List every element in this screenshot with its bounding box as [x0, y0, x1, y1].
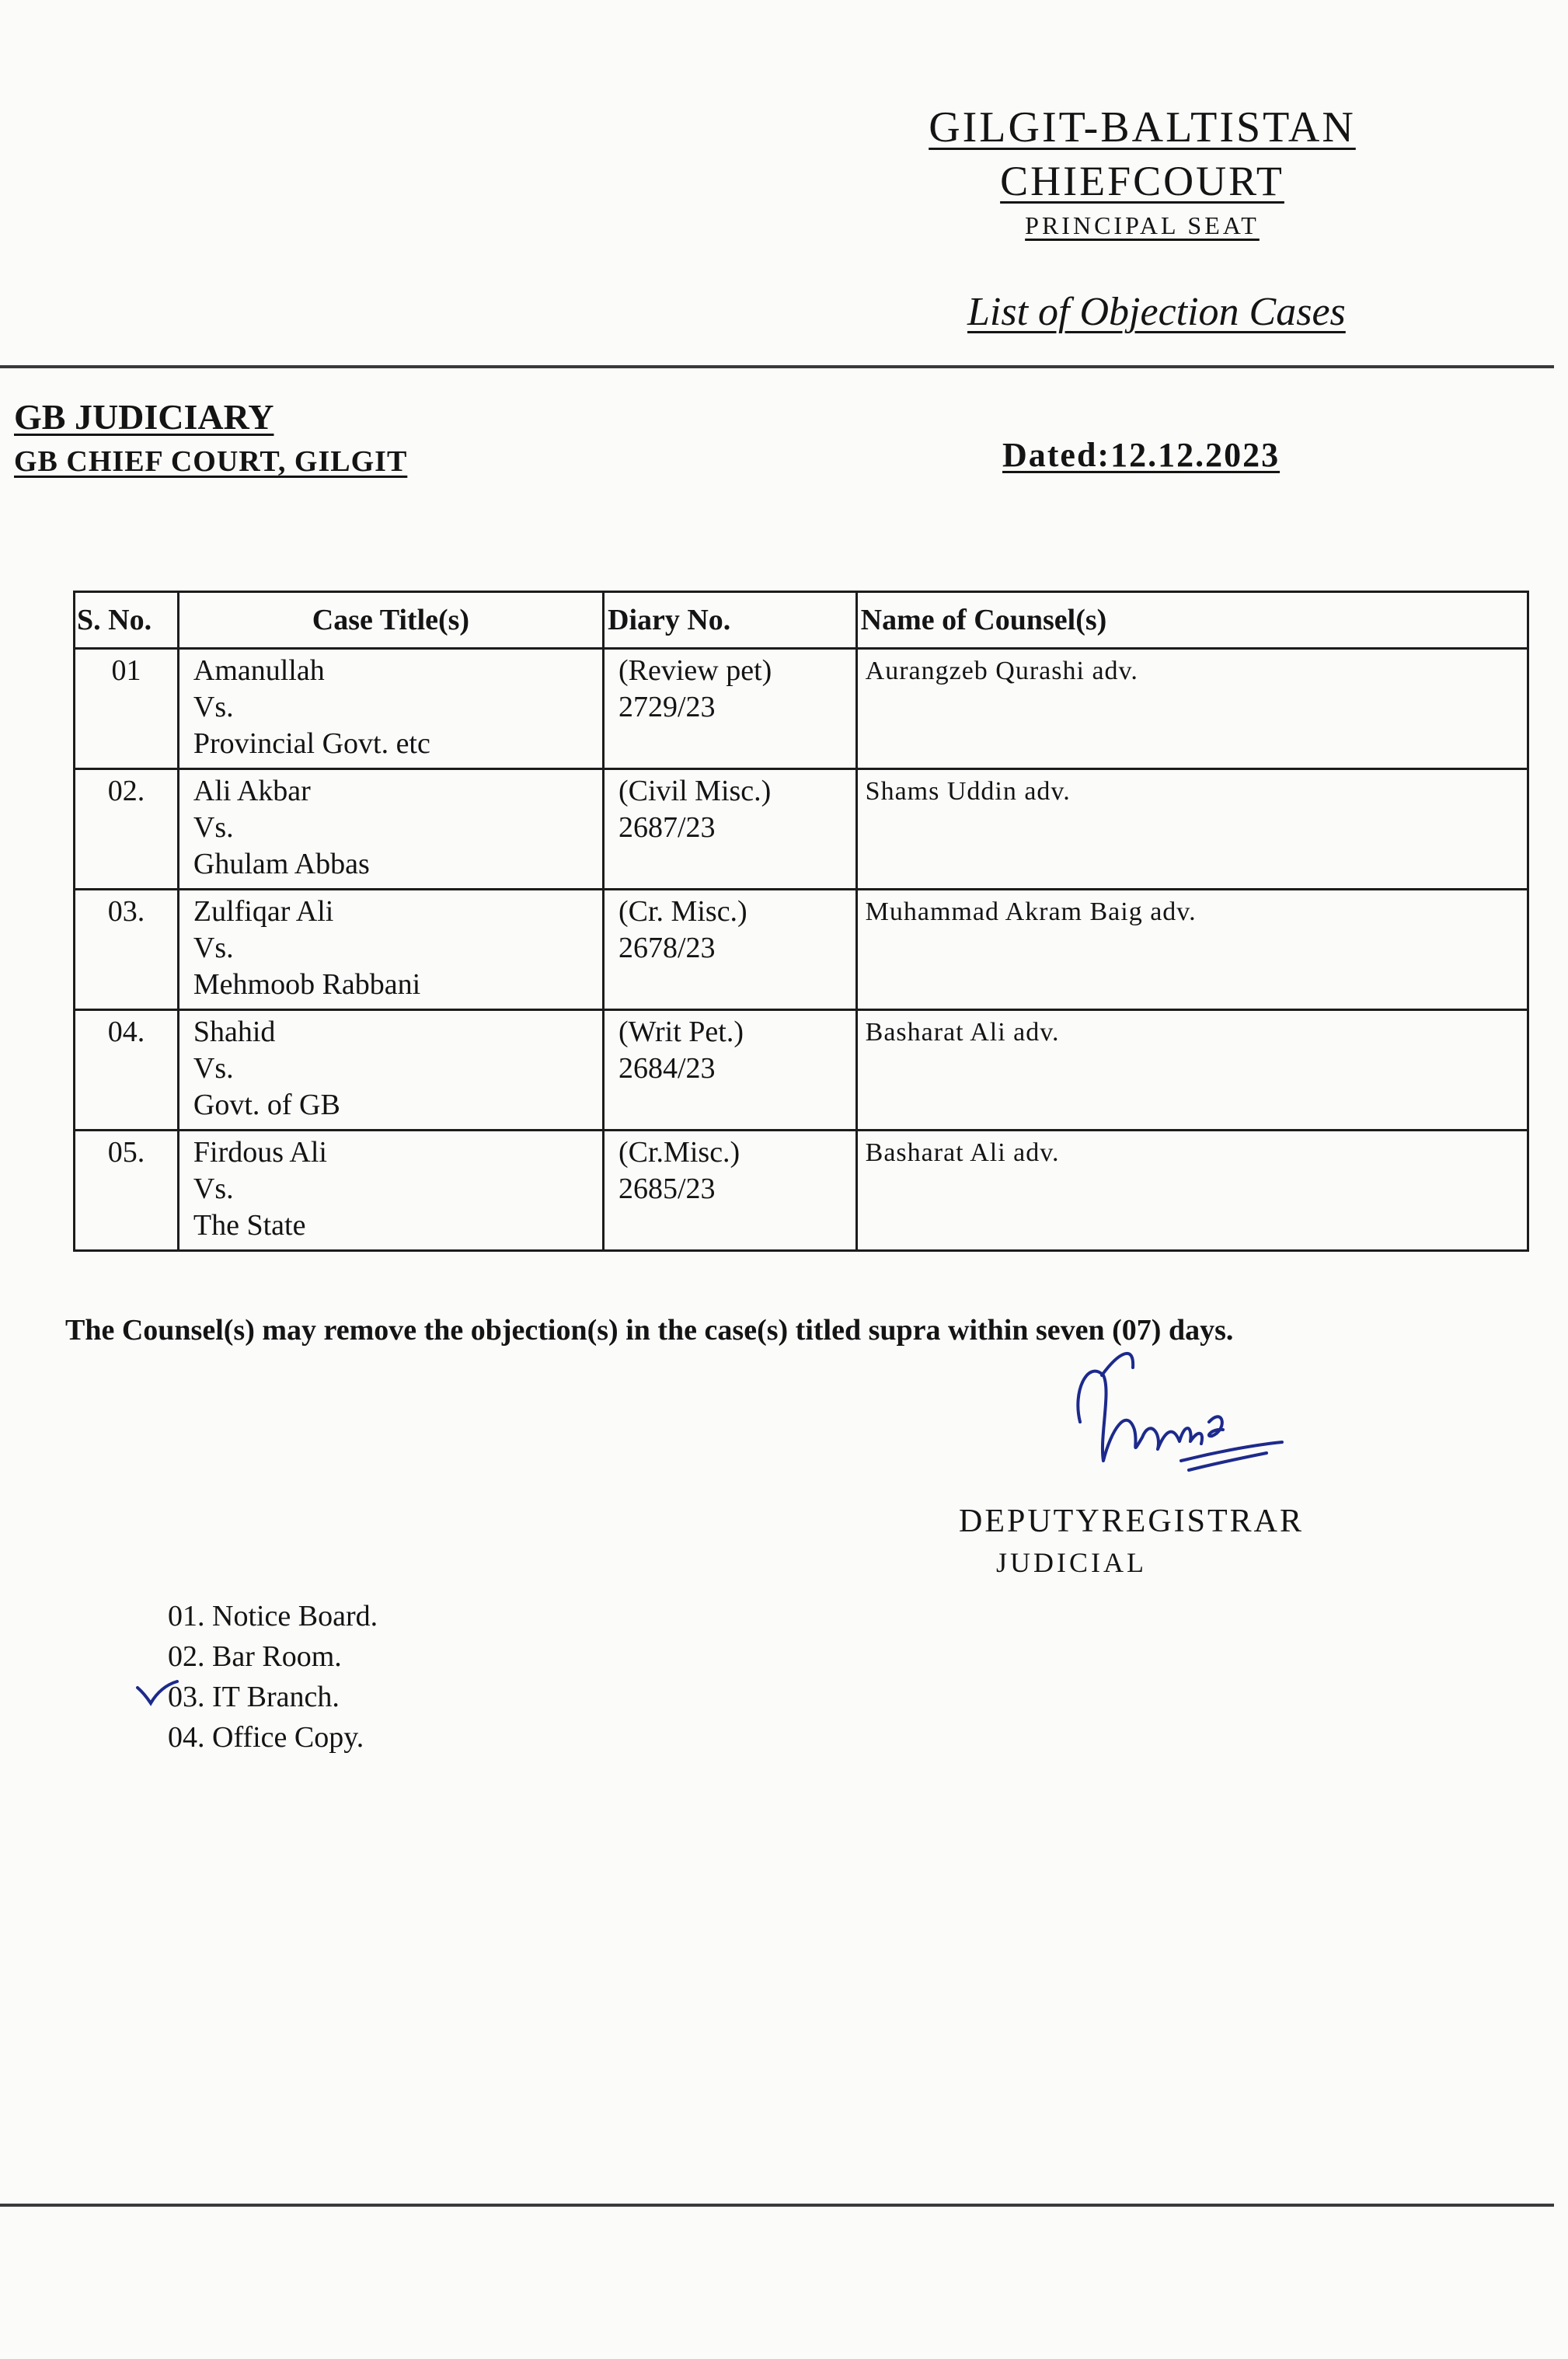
- row-sno: 01: [75, 649, 179, 769]
- signatory-department: JUDICIAL: [996, 1547, 1147, 1578]
- case-petitioner: Firdous Ali: [193, 1136, 327, 1169]
- diary-type: (Review pet): [618, 654, 772, 687]
- objection-cases-table: [73, 591, 1529, 1252]
- diary-type: (Writ Pet.): [618, 1016, 744, 1048]
- row-sno: 04.: [75, 1010, 179, 1131]
- table-row: [75, 649, 1528, 769]
- case-petitioner: Zulfiqar Ali: [193, 895, 334, 928]
- case-respondent: The State: [193, 1209, 306, 1242]
- case-respondent: Govt. of GB: [193, 1089, 340, 1121]
- case-vs: Vs.: [193, 1173, 234, 1205]
- row-diary: [604, 1131, 857, 1251]
- distribution-list: [168, 1596, 378, 1758]
- diary-number: 2729/23: [618, 691, 716, 723]
- row-case-title: [178, 769, 603, 890]
- header-case-title: Case Title(s): [178, 592, 603, 649]
- row-diary: [604, 890, 857, 1010]
- table-row: [75, 1131, 1528, 1251]
- diary-type: (Civil Misc.): [618, 775, 772, 807]
- case-vs: Vs.: [193, 691, 234, 723]
- diary-number: 2685/23: [618, 1173, 716, 1205]
- table-row: [75, 769, 1528, 890]
- list-item: 03. IT Branch.: [168, 1681, 340, 1713]
- document-title: List of Objection Cases: [967, 290, 1346, 334]
- case-respondent: Ghulam Abbas: [193, 848, 370, 880]
- header-diary-no: Diary No.: [604, 592, 857, 649]
- row-diary: [604, 769, 857, 890]
- case-respondent: Provincial Govt. etc: [193, 727, 430, 760]
- diary-type: (Cr.Misc.): [618, 1136, 740, 1169]
- row-case-title: [178, 649, 603, 769]
- case-vs: Vs.: [193, 1052, 234, 1085]
- case-petitioner: Shahid: [193, 1016, 276, 1048]
- diary-number: 2687/23: [618, 811, 716, 844]
- list-item: 01. Notice Board.: [168, 1600, 378, 1632]
- row-sno: 05.: [75, 1131, 179, 1251]
- row-case-title: [178, 1131, 603, 1251]
- checkmark-icon: [134, 1678, 180, 1709]
- court-name-subtitle: CHIEFCOURT: [1000, 158, 1284, 204]
- diary-number: 2678/23: [618, 932, 716, 964]
- row-counsel: Basharat Ali adv.: [856, 1010, 1528, 1131]
- case-petitioner: Amanullah: [193, 654, 325, 687]
- row-sno: 02.: [75, 769, 179, 890]
- row-counsel: Aurangzeb Qurashi adv.: [856, 649, 1528, 769]
- case-vs: Vs.: [193, 811, 234, 844]
- objection-notice: The Counsel(s) may remove the objection(s) in the case(s) titled supra within seven (07) days.: [65, 1314, 1234, 1347]
- list-item: 02. Bar Room.: [168, 1640, 342, 1673]
- list-item: 04. Office Copy.: [168, 1721, 364, 1754]
- table-header-row: [75, 592, 1528, 649]
- row-counsel: Shams Uddin adv.: [856, 769, 1528, 890]
- court-location-label: GB CHIEF COURT, GILGIT: [14, 445, 408, 478]
- table-row: [75, 1010, 1528, 1131]
- document-date: Dated:12.12.2023: [1002, 436, 1281, 474]
- table-row: [75, 890, 1528, 1010]
- signatory-designation: DEPUTYREGISTRAR: [959, 1504, 1305, 1539]
- case-petitioner: Ali Akbar: [193, 775, 311, 807]
- header-counsel: Name of Counsel(s): [856, 592, 1528, 649]
- principal-seat-label: PRINCIPAL SEAT: [1025, 211, 1260, 239]
- header-sno: S. No.: [75, 592, 179, 649]
- case-vs: Vs.: [193, 932, 234, 964]
- header-rule: [0, 365, 1554, 368]
- row-case-title: [178, 890, 603, 1010]
- row-counsel: Muhammad Akram Baig adv.: [856, 890, 1528, 1010]
- row-counsel: Basharat Ali adv.: [856, 1131, 1528, 1251]
- row-case-title: [178, 1010, 603, 1131]
- diary-type: (Cr. Misc.): [618, 895, 747, 928]
- judiciary-label: GB JUDICIARY: [14, 397, 274, 437]
- case-respondent: Mehmoob Rabbani: [193, 968, 421, 1001]
- signature-image: [1057, 1344, 1298, 1507]
- court-name-title: GILGIT-BALTISTAN: [929, 103, 1356, 152]
- footer-rule: [0, 2204, 1554, 2207]
- row-diary: [604, 649, 857, 769]
- row-diary: [604, 1010, 857, 1131]
- row-sno: 03.: [75, 890, 179, 1010]
- diary-number: 2684/23: [618, 1052, 716, 1085]
